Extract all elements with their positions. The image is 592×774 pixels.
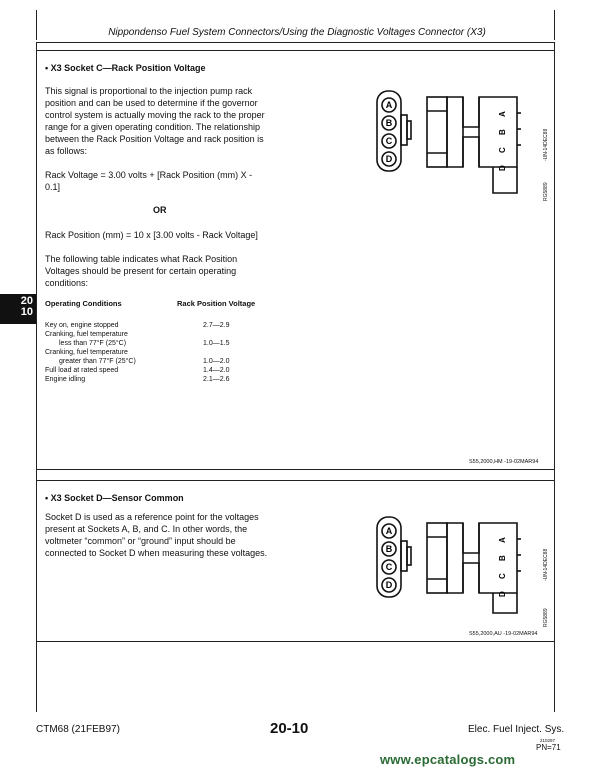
text-line: This signal is proportional to the injection pump rack [45, 86, 253, 96]
text-line: Voltages should be present for certain operating [45, 266, 237, 276]
text-line: position and can be used to determine if the governor [45, 98, 258, 108]
socket-label: C [385, 136, 393, 146]
formula-rack-voltage [45, 169, 295, 193]
table-cell-condition: Cranking, fuel temperature [45, 331, 128, 338]
footer-section-title: Elec. Fuel Inject. Sys. [468, 724, 565, 735]
table-cell-condition: Engine idling [45, 376, 86, 383]
section-footnote: S55,2000,HM -19-02MAR94 [469, 459, 539, 465]
pin-letter: A [498, 111, 507, 117]
table-cell-condition: Key on, engine stopped [45, 322, 119, 329]
pin-letter: C [498, 573, 507, 579]
text-line: present at Sockets A, B, and C. In other words, the [45, 524, 248, 534]
socket-label: A [385, 100, 393, 110]
socket-label: C [385, 562, 393, 572]
pin-letter: D [498, 165, 507, 171]
footer-manual-id: CTM68 (21FEB97) [36, 724, 120, 735]
socket-label: B [385, 544, 393, 554]
connector-diagram [367, 83, 567, 213]
socket-label: D [385, 154, 393, 164]
pin-letter: C [498, 147, 507, 153]
table-cell-condition: greater than 77°F (25°C) [59, 358, 136, 365]
page-frame-top-left [36, 10, 37, 40]
watermark-link[interactable]: www.epcatalogs.com [380, 752, 516, 767]
connector-latch-tip [407, 547, 411, 565]
table-cell-condition: Full load at rated speed [45, 367, 119, 374]
pin-letter: B [498, 555, 507, 561]
table-cell-voltage: 1.4—2.0 [203, 367, 230, 374]
footer-page-number: 20-10 [270, 720, 309, 737]
pin-letter: A [498, 537, 507, 543]
figure-id-label: -UN-14DEC88 [543, 128, 549, 161]
text-line: connected to Socket D when measuring these voltages. [45, 548, 268, 558]
figure-number-label: RG5889 [543, 608, 549, 627]
page-frame-top-right [554, 10, 555, 40]
section-title: • X3 Socket D—Sensor Common [45, 493, 184, 503]
section-tab [0, 294, 36, 324]
table-header-voltage: Rack Position Voltage [177, 299, 256, 308]
figure-number-label: RG5889 [543, 182, 549, 201]
or-label: OR [153, 205, 167, 215]
section-tab-line2: 10 [20, 306, 33, 318]
pin-letter: D [498, 591, 507, 597]
figure-id-label: -UN-14DEC88 [543, 548, 549, 581]
footer-code: 210297 [540, 738, 556, 743]
text-line: between the Rack Position Voltage and rack position is [45, 134, 264, 144]
plug-body-left [427, 97, 447, 167]
table-intro [45, 253, 295, 289]
section-paragraph [45, 85, 295, 157]
table-cell-condition: less than 77°F (25°C) [59, 340, 127, 347]
connector-latch-tip [407, 121, 411, 139]
connector-latch [401, 541, 407, 571]
header-rule [36, 42, 555, 43]
table-cell-voltage: 1.0—2.0 [203, 358, 230, 365]
text-line: voltmeter “common” or “ground” input should be [45, 536, 236, 546]
text-line: conditions: [45, 278, 89, 288]
text-line: as follows: [45, 146, 88, 156]
text-line: Socket D is used as a reference point for the voltages [45, 512, 259, 522]
plug-body-left [427, 523, 447, 593]
socket-label: B [385, 118, 393, 128]
formula-rack-position: Rack Position (mm) = 10 x [3.00 volts - Rack Voltage] [45, 230, 258, 240]
page-header-title: Nippondenso Fuel System Connectors/Using the Diagnostic Voltages Connector (X3) [108, 27, 486, 38]
table-cell-voltage: 2.7—2.9 [203, 322, 230, 329]
connector-diagram [367, 509, 567, 629]
text-line: Rack Voltage = 3.00 volts + [Rack Position (mm) X - [45, 170, 253, 180]
section-footnote: S55,2000,AU -19-02MAR94 [469, 631, 538, 637]
pin-letter: B [498, 129, 507, 135]
section-sensor-common [36, 480, 555, 642]
table-cell-voltage: 2.1—2.6 [203, 376, 230, 383]
footer-pn: PN=71 [536, 743, 561, 752]
table-cell-condition: Cranking, fuel temperature [45, 349, 128, 356]
section-paragraph [45, 511, 295, 559]
socket-label: D [385, 580, 393, 590]
text-line: 0.1] [45, 182, 61, 192]
table-cell-voltage: 1.0—1.5 [203, 340, 230, 347]
table-header-conditions: Operating Conditions [45, 299, 122, 308]
text-line: control system is actually moving the rack to the proper [45, 110, 265, 120]
section-tab-line1: 20 [20, 295, 33, 307]
section-rack-position-voltage [36, 50, 555, 470]
socket-label: A [385, 526, 393, 536]
section-title: • X3 Socket C—Rack Position Voltage [45, 63, 206, 73]
text-line: range for a given operating condition. The relationship [45, 122, 260, 132]
text-line: The following table indicates what Rack Position [45, 254, 238, 264]
connector-latch [401, 115, 407, 145]
